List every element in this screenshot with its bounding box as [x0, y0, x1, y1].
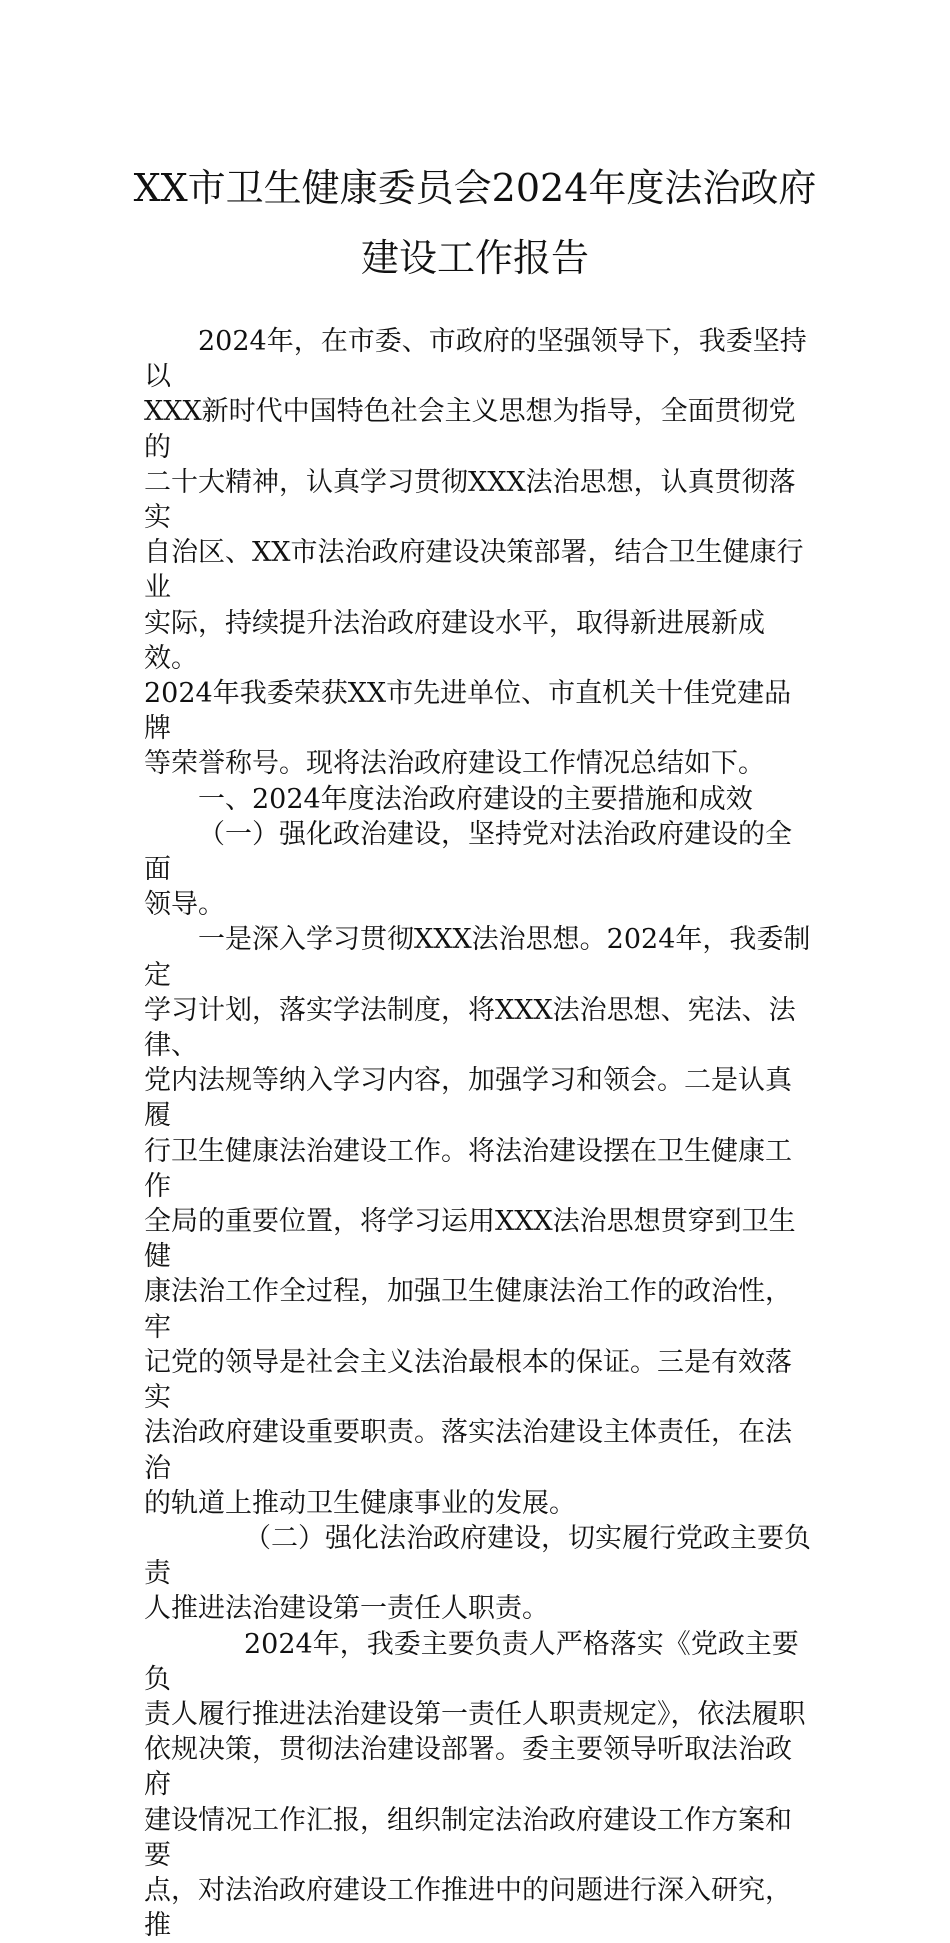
document-title-line-2: 建设工作报告 — [360, 236, 589, 280]
document-title-line-1: XX市卫生健康委员会2024年度法治政府 — [133, 166, 817, 210]
section-heading-1: 一、2024年度法治政府建设的主要措施和成效 — [198, 783, 753, 815]
subsection-heading-2: （二）强化法治政府建设，切实履行党政主要负责 人推进法治建设第一责任人职责。 — [144, 1522, 811, 1625]
subsection-heading-1: （一）强化政治建设，坚持党对法治政府建设的全面 领导。 — [144, 818, 792, 921]
paragraph-subsection-2: 2024年，我委主要负责人严格落实《党政主要负 责人履行推进法治建设第一责任人职责规定》，依法履职 依规决策，贯彻法治建设部署。委主要领导听取法治政府 建设情况工作汇报，组织制定法治政府建设工作方案和要 点，对法治政府建设工作推进中的问题进行深入研究，推 — [144, 1628, 806, 1942]
document-body — [144, 324, 812, 1943]
paragraph-intro: 2024年，在市委、市政府的坚强领导下，我委坚持以 XXX新时代中国特色社会主义思想为指导，全面贯彻党的 二十大精神，认真学习贯彻XXX法治思想，认真贯彻落实 自治区、XX市法治政府建设决策部署，结合卫生健康行业 实际，持续提升法治政府建设水平，取得新进展新成效。 2024年我委荣获XX市先进单位、市直机关十佳党建品牌 等荣誉称号。现将法治政府建设工作情况总结如下。 — [144, 326, 807, 780]
paragraph-subsection-1: 一是深入学习贯彻XXX法治思想。2024年，我委制定 学习计划，落实学法制度，将XXX法治思想、宪法、法律、 党内法规等纳入学习内容，加强学习和领会。二是认真履 行卫生健康法治建设工作。将法治建设摆在卫生健康工作 全局的重要位置，将学习运用XXX法治思想贯穿到卫生健 康法治工作全过程，加强卫生健康法治工作的政治性，牢 记党的领导是社会主义法治最根本的保证。三是有效落实 法治政府建设重要职责。落实法治建设主体责任，在法治 的轨道上推动卫生健康事业的发展。 — [144, 924, 811, 1519]
